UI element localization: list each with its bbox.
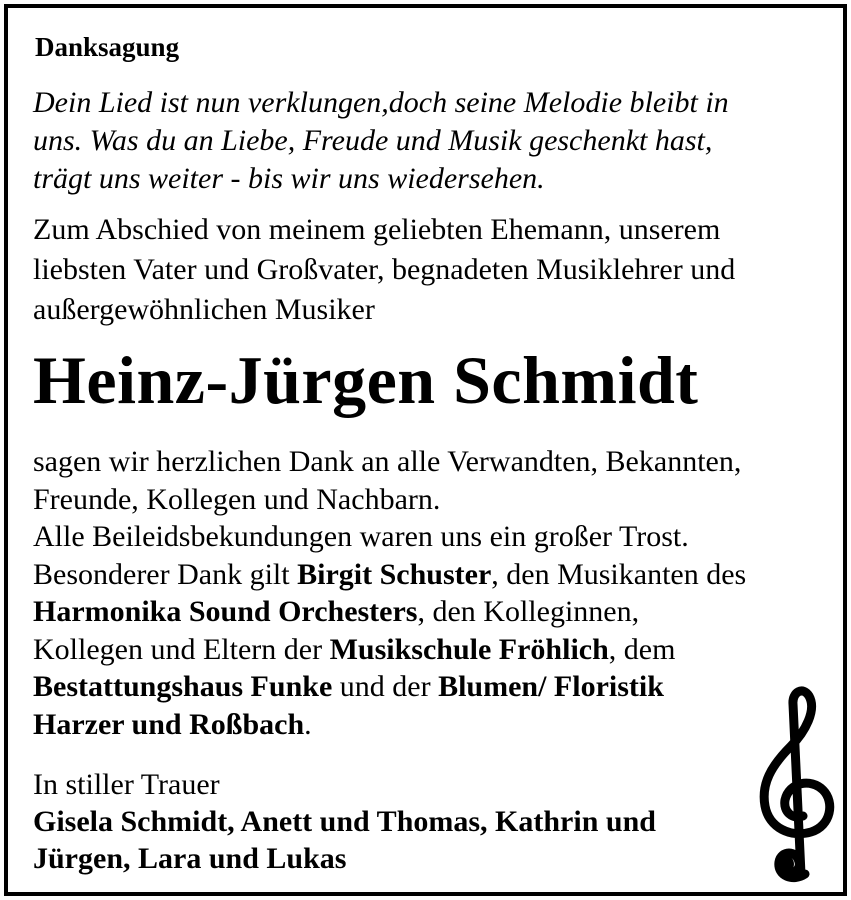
deceased-name: Heinz-Jürgen Schmidt bbox=[33, 342, 699, 418]
thanked-music-school: Musikschule Fröhlich bbox=[329, 632, 609, 666]
thanks-text-run: , dem bbox=[608, 632, 676, 666]
poem-verse bbox=[33, 84, 833, 198]
poem-line: Dein Lied ist nun verklungen,doch seine Melodie bleibt in bbox=[33, 86, 729, 119]
intro-line: außergewöhnlichen Musiker bbox=[33, 293, 375, 326]
thanks-text bbox=[33, 443, 833, 743]
thanks-line: sagen wir herzlichen Dank an alle Verwandten, Bekannten, bbox=[33, 445, 742, 478]
notice-heading: Danksagung bbox=[35, 32, 180, 62]
family-names-line: Gisela Schmidt, Anett und Thomas, Kathrin und bbox=[33, 805, 656, 838]
thanks-line bbox=[33, 706, 833, 744]
family-names-line: Jürgen, Lara und Lukas bbox=[33, 842, 347, 875]
thanks-text-run: Besonderer Dank gilt bbox=[33, 557, 298, 591]
thanked-florist: Blumen/ Floristik bbox=[438, 670, 664, 703]
poem-line: trägt uns weiter - bis wir uns wiedersehen. bbox=[33, 162, 545, 195]
thanks-text-run: . bbox=[304, 707, 312, 741]
treble-clef-icon bbox=[753, 684, 843, 884]
thanked-funeral-home: Bestattungshaus Funke bbox=[33, 670, 333, 703]
thanks-line bbox=[33, 631, 833, 669]
thanked-person: Birgit Schuster bbox=[297, 557, 492, 591]
thanks-text-run: , den Kolleginnen, bbox=[417, 595, 640, 628]
thanks-line: Freunde, Kollegen und Nachbarn. bbox=[33, 482, 441, 516]
thanks-text-run: und der bbox=[332, 670, 439, 703]
thanks-line bbox=[33, 556, 833, 594]
family-names bbox=[33, 840, 753, 877]
obituary-notice bbox=[4, 4, 847, 896]
poem-line: uns. Was du an Liebe, Freude und Musik geschenkt hast, bbox=[33, 124, 713, 157]
intro-line: Zum Abschied von meinem geliebten Ehemann, unserem bbox=[33, 213, 721, 246]
thanks-text-run: Kollegen und Eltern der bbox=[33, 632, 330, 666]
thanks-line: Alle Beileidsbekundungen waren uns ein großer Trost. bbox=[33, 520, 689, 553]
thanks-line bbox=[33, 668, 833, 706]
closing-block bbox=[33, 766, 753, 877]
thanked-orchestra: Harmonika Sound Orchesters bbox=[33, 595, 418, 628]
thanks-line bbox=[33, 593, 833, 631]
family-names bbox=[33, 803, 753, 840]
thanks-text-run: , den Musikanten des bbox=[491, 557, 747, 591]
intro-text bbox=[33, 210, 833, 330]
intro-line: liebsten Vater und Großvater, begnadeten Musiklehrer und bbox=[33, 253, 736, 286]
thanked-florist-names: Harzer und Roßbach bbox=[33, 707, 305, 741]
closing-phrase: In stiller Trauer bbox=[33, 768, 220, 801]
